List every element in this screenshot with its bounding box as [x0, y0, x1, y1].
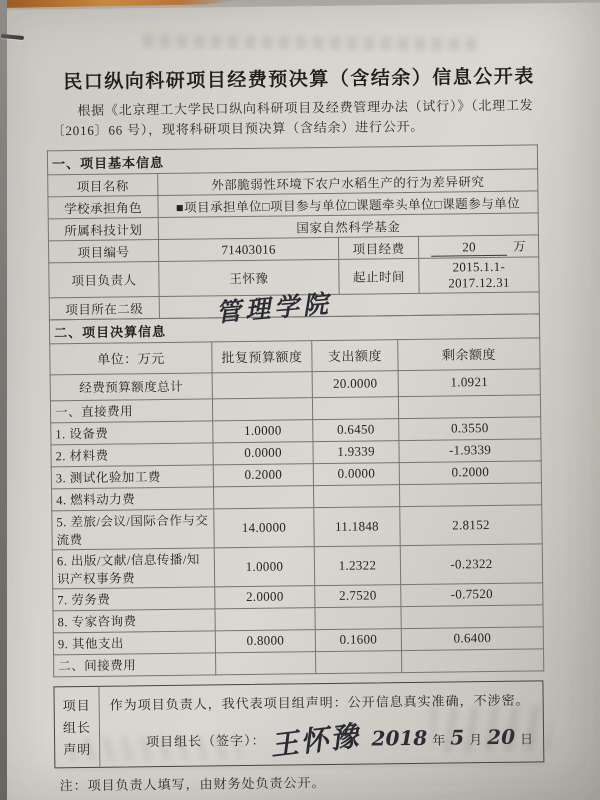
declaration-side-label [54, 686, 100, 767]
bleedthrough-smudge [143, 34, 483, 51]
cell-remaining [398, 395, 540, 419]
pi-value: 王怀豫 [159, 260, 339, 297]
project-name-value: 外部脆弱性环境下农户水稻生产的行为差异研究 [158, 169, 538, 196]
cell-remaining: -0.7520 [401, 583, 543, 607]
cell-spent [312, 396, 398, 419]
row-label: 经费预算额度总计 [50, 373, 212, 401]
col-remaining: 剩余额度 [398, 338, 540, 371]
row-label: 2. 材料费 [51, 443, 213, 467]
paper-sheet [0, 3, 600, 800]
project-no-label: 项目编号 [48, 240, 158, 263]
program-label: 所属科技计划 [48, 218, 158, 241]
cell-remaining: 0.2000 [399, 461, 541, 485]
row-label: 8. 专家咨询费 [53, 609, 215, 633]
row-label: 4. 燃料动力费 [52, 487, 214, 511]
cell-approved [216, 651, 316, 674]
cell-spent: 11.1848 [314, 506, 400, 546]
handwritten-signature: 王怀豫 [268, 718, 362, 762]
row-label: 6. 出版/文献/信息传播/知识产权事务费 [52, 548, 214, 589]
cell-approved: 0.8000 [215, 629, 315, 652]
cell-spent: 20.0000 [312, 370, 398, 397]
funds-amount: 20 [431, 240, 507, 257]
table-row [54, 649, 544, 677]
signature-label: 项目组长（签字）： [146, 732, 266, 750]
table-row [52, 544, 542, 589]
footnote: 注：项目负责人填写，由财务处负责公开。 [59, 774, 326, 793]
col-spent: 支出额度 [312, 339, 398, 371]
row-label: 3. 测试化验加工费 [51, 465, 213, 489]
cell-approved: 0.2000 [213, 463, 313, 486]
table-row [52, 505, 542, 550]
pi-label: 项目负责人 [49, 262, 159, 298]
row-label: 二、间接费用 [54, 653, 216, 677]
cell-remaining: 2.8152 [400, 505, 542, 546]
date-year-unit: 年 [432, 732, 446, 748]
date-day-unit: 日 [519, 731, 534, 747]
form-title: 民口纵向科研项目经费预决算（含结余）信息公开表 [63, 66, 535, 94]
cell-approved: 14.0000 [214, 507, 314, 547]
cell-remaining: 1.0921 [398, 369, 540, 397]
row-label: 1. 设备费 [51, 421, 213, 445]
col-approved: 批复预算额度 [212, 340, 312, 372]
row-label: 9. 其他支出 [53, 631, 215, 655]
cell-remaining: -0.2322 [400, 544, 542, 585]
funds-label: 项目经费 [338, 237, 418, 260]
side-label-line: 项目 [62, 698, 91, 714]
declaration-statement: 作为项目负责人，我代表项目组声明：公开信息真实准确，不涉密。 [109, 692, 530, 713]
cell-approved: 2.0000 [215, 585, 315, 608]
side-label-line: 组长 [62, 720, 92, 736]
handwritten-date [371, 724, 535, 750]
school-role-checkboxes: ■项目承担单位□项目参与单位□课题牵头单位□课题参与单位 [158, 191, 538, 218]
cell-spent [316, 650, 402, 673]
cell-remaining [401, 605, 543, 629]
signature-row [110, 716, 535, 761]
cell-approved [212, 397, 312, 420]
period-value: 2015.1.1-2017.12.31 [419, 257, 539, 293]
cell-approved [212, 371, 312, 398]
section2-header: 二、项目决算信息 [49, 314, 539, 344]
declaration-content [99, 681, 543, 766]
period-label: 起止时间 [339, 259, 419, 295]
school-role-label: 学校承担角色 [48, 196, 158, 219]
cell-approved: 1.0000 [213, 419, 313, 442]
cell-remaining [399, 483, 541, 507]
funds-unit: 万 [513, 239, 527, 255]
cell-spent: 2.7520 [315, 584, 401, 607]
photo-left-edge [0, 0, 7, 800]
intro-paragraph: 根据《北京理工大学民口纵向科研项目及经费管理办法（试行）》（北理工发〔2016〕66 号），现将科研项目预决算（含结余）进行公开。 [51, 97, 534, 139]
funds-value-cell [418, 235, 538, 258]
cell-remaining: 0.3550 [399, 417, 541, 441]
cell-approved: 1.0000 [214, 546, 314, 586]
program-value: 国家自然科学基金 [158, 213, 538, 240]
cell-remaining: -1.9339 [399, 439, 541, 463]
date-year: 2018 [371, 725, 428, 751]
row-label: 7. 劳务费 [53, 587, 215, 611]
dept-label: 项目所在二级 [49, 297, 159, 320]
cell-spent: 0.6450 [313, 418, 399, 441]
cell-spent: 1.2322 [314, 545, 400, 585]
cell-spent [313, 484, 399, 507]
side-label-line: 声明 [63, 742, 92, 758]
dept-handwritten-value: 管理学院 [214, 289, 333, 328]
cell-approved [213, 485, 313, 508]
cell-remaining: 0.6400 [401, 627, 543, 651]
budget-table [49, 313, 544, 677]
cell-spent: 0.0000 [313, 462, 399, 485]
cell-approved [215, 607, 315, 630]
date-month-unit: 月 [469, 731, 483, 747]
row-label: 5. 差旅/会议/国际合作与交流费 [52, 509, 214, 550]
basic-info-table [47, 145, 540, 328]
declaration-box [53, 680, 544, 768]
row-label: 一、直接费用 [50, 399, 212, 423]
project-no-value: 71403016 [158, 238, 338, 262]
section1-header: 一、项目基本信息 [47, 145, 537, 175]
dept-value-cell [159, 289, 539, 328]
date-day: 20 [487, 724, 516, 749]
cell-spent: 0.1600 [315, 628, 401, 651]
cell-spent: 1.9339 [313, 440, 399, 463]
cell-spent [315, 606, 401, 629]
date-month: 5 [450, 725, 465, 750]
cell-remaining [402, 649, 544, 673]
col-unit: 单位：万元 [50, 342, 212, 375]
cell-approved: 0.0000 [213, 441, 313, 464]
project-name-label: 项目名称 [48, 174, 158, 197]
